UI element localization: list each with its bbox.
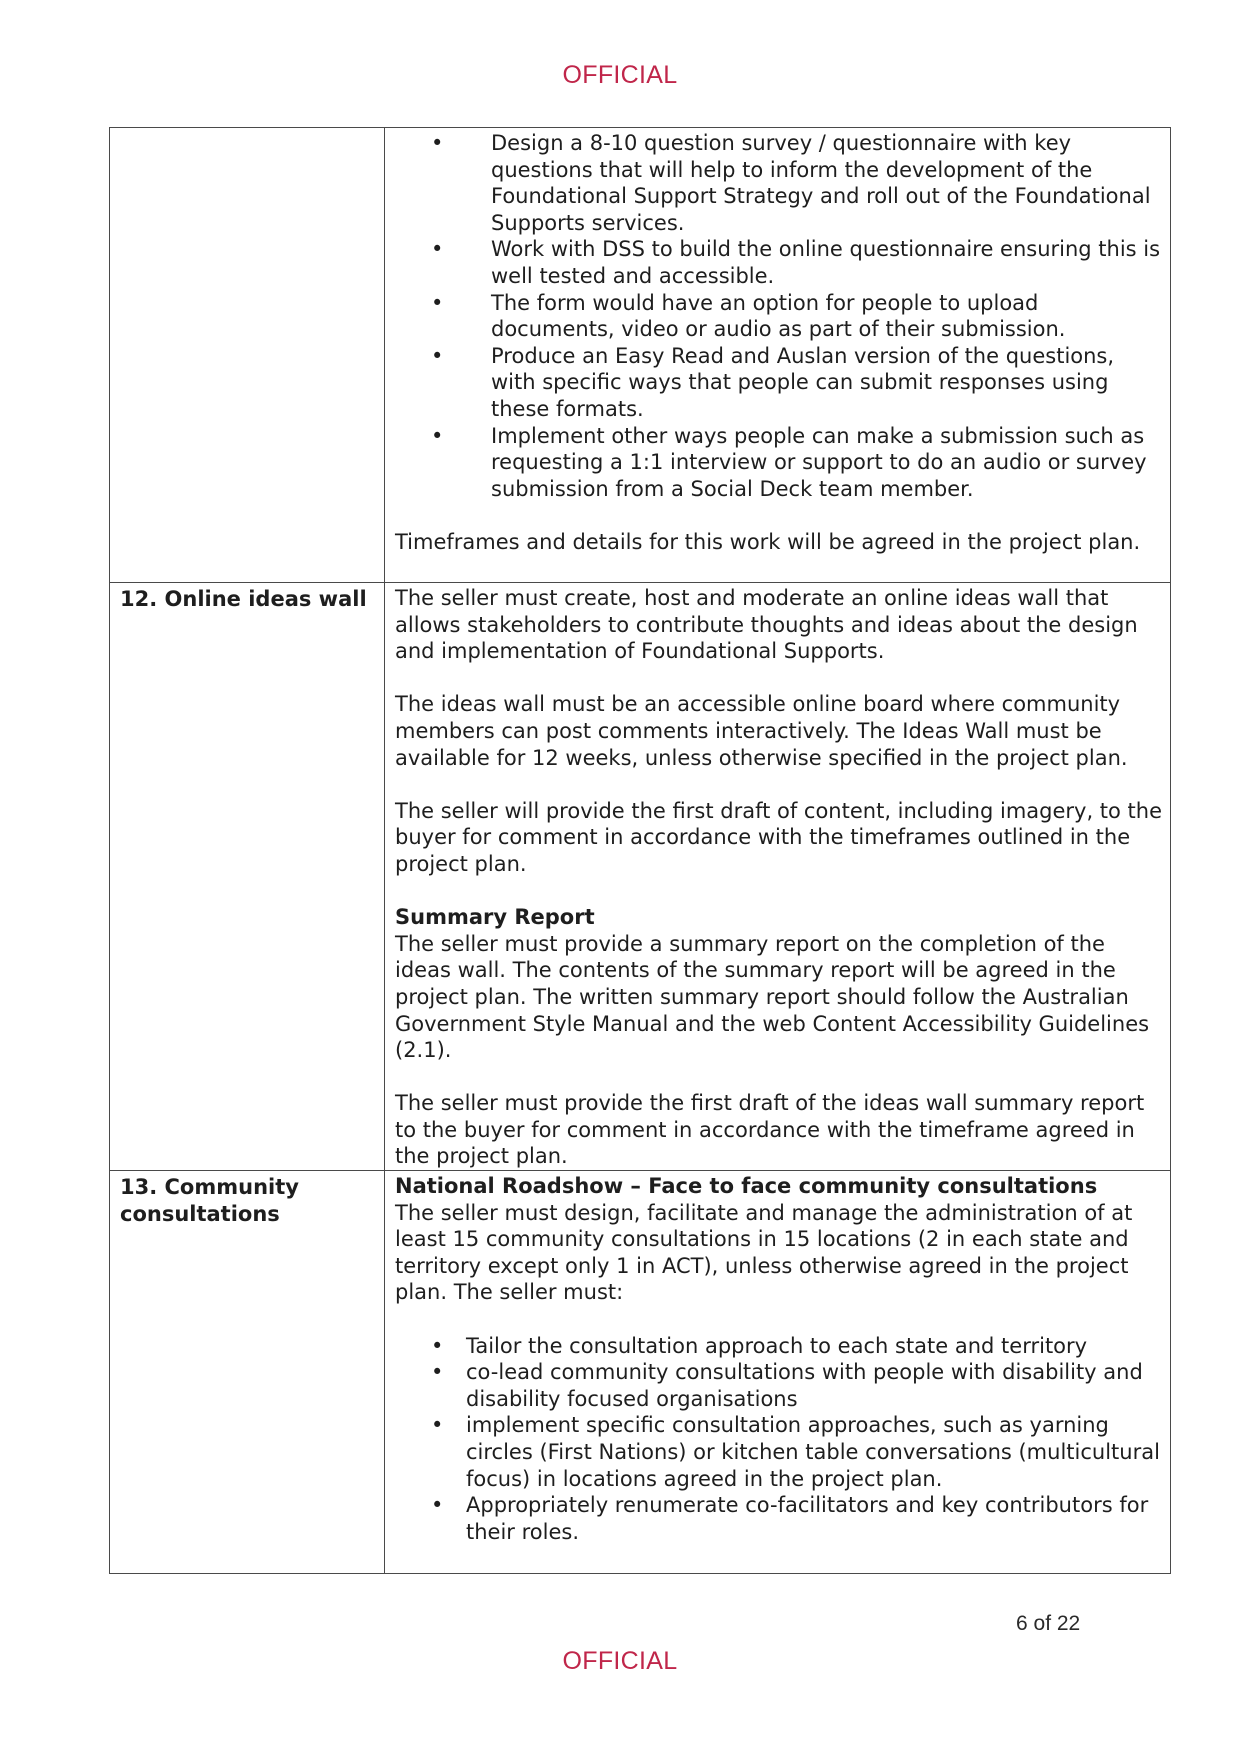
row-label: 13. Community consultations: [120, 1175, 299, 1226]
bullet-icon: •: [431, 290, 444, 315]
summary-paragraph: The seller must provide a summary report on the completion of the ideas wall. The contents of the summary report will be agreed in the project plan. The written summary report should follow the Australian Government Style Manual and the web Content Accessibility Guidelines (2.1).: [395, 931, 1150, 1063]
row-label-cell: [110, 128, 385, 583]
list-item-text: Implement other ways people can make a submission such as requesting a 1:1 interview or support to do an audio or survey submission from a Social Deck team member.: [491, 423, 1147, 501]
table-row: [110, 583, 1171, 1171]
paragraph: The ideas wall must be an accessible online board where community members can post comments interactively. The Ideas Wall must be available for 12 weeks, unless otherwise specified in the project plan.: [395, 692, 1128, 770]
row-content-cell: [385, 1171, 1171, 1574]
requirements-table: [109, 127, 1171, 1574]
bullet-icon: •: [431, 343, 444, 368]
bullet-icon: •: [431, 237, 444, 262]
list-item: [395, 236, 1164, 289]
row-label: 12. Online ideas wall: [120, 587, 367, 611]
bullet-list: [395, 130, 1164, 502]
list-item-text: Appropriately renumerate co-facilitators and key contributors for their roles.: [466, 1493, 1149, 1544]
security-marking-top: OFFICIAL: [562, 61, 678, 89]
bullet-icon: •: [431, 1413, 444, 1438]
table-row: [110, 1171, 1171, 1574]
bullet-list: [395, 1333, 1164, 1546]
page-number: 6 of 22: [1016, 1612, 1081, 1635]
subheading: Summary Report: [395, 905, 595, 930]
security-marking-bottom: OFFICIAL: [562, 1647, 678, 1675]
list-item: [395, 1412, 1164, 1492]
list-item-text: Produce an Easy Read and Auslan version of the questions, with specific ways that people can submit responses using these formats.: [491, 343, 1115, 421]
table-row: [110, 128, 1171, 583]
list-item: [395, 1492, 1164, 1545]
list-item-text: Design a 8-10 question survey / questionnaire with key questions that will help to inform the development of the Foundational Support Strategy and roll out of the Foundational Supports services.: [491, 131, 1151, 235]
list-item-text: co-lead community consultations with people with disability and disability focused organisations: [466, 1360, 1143, 1411]
closing-paragraph: Timeframes and details for this work will be agreed in the project plan.: [395, 529, 1141, 554]
bullet-icon: •: [431, 131, 444, 155]
bullet-icon: •: [431, 1493, 444, 1518]
paragraph: The seller will provide the first draft of content, including imagery, to the buyer for comment in accordance with the timeframes outlined in the project plan.: [395, 798, 1163, 876]
list-item-text: Tailor the consultation approach to each state and territory: [466, 1333, 1088, 1358]
intro-paragraph: The seller must design, facilitate and manage the administration of at least 15 community consultations in 15 locations (2 in each state and territory except only 1 in ACT), unless otherwise agreed in the project plan. The seller must:: [395, 1200, 1133, 1305]
list-item-text: Work with DSS to build the online questionnaire ensuring this is well tested and accessible.: [491, 237, 1161, 288]
row-content-cell: [385, 128, 1171, 583]
bullet-icon: •: [431, 423, 444, 448]
list-item: [395, 130, 1164, 236]
subheading: National Roadshow – Face to face community consultations: [395, 1174, 1098, 1199]
list-item-text: implement specific consultation approaches, such as yarning circles (First Nations) or kitchen table conversations (multicultural focus) in locations agreed in the project plan.: [466, 1413, 1160, 1491]
list-item: [395, 1359, 1164, 1412]
bullet-icon: •: [431, 1360, 444, 1385]
list-item: [395, 423, 1164, 503]
list-item-text: The form would have an option for people to upload documents, video or audio as part of their submission.: [491, 290, 1066, 342]
bullet-icon: •: [431, 1333, 444, 1358]
list-item: [395, 343, 1164, 423]
paragraph: The seller must create, host and moderate an online ideas wall that allows stakeholders to contribute thoughts and ideas about the design and implementation of Foundational Supports.: [395, 586, 1138, 664]
list-item: [395, 290, 1164, 343]
closing-paragraph: The seller must provide the first draft of the ideas wall summary report to the buyer for comment in accordance with the timeframe agreed in the project plan.: [395, 1091, 1145, 1169]
row-content-cell: [385, 583, 1171, 1171]
row-label-cell: [110, 583, 385, 1171]
row-label-cell: [110, 1171, 385, 1574]
list-item: [395, 1333, 1164, 1360]
